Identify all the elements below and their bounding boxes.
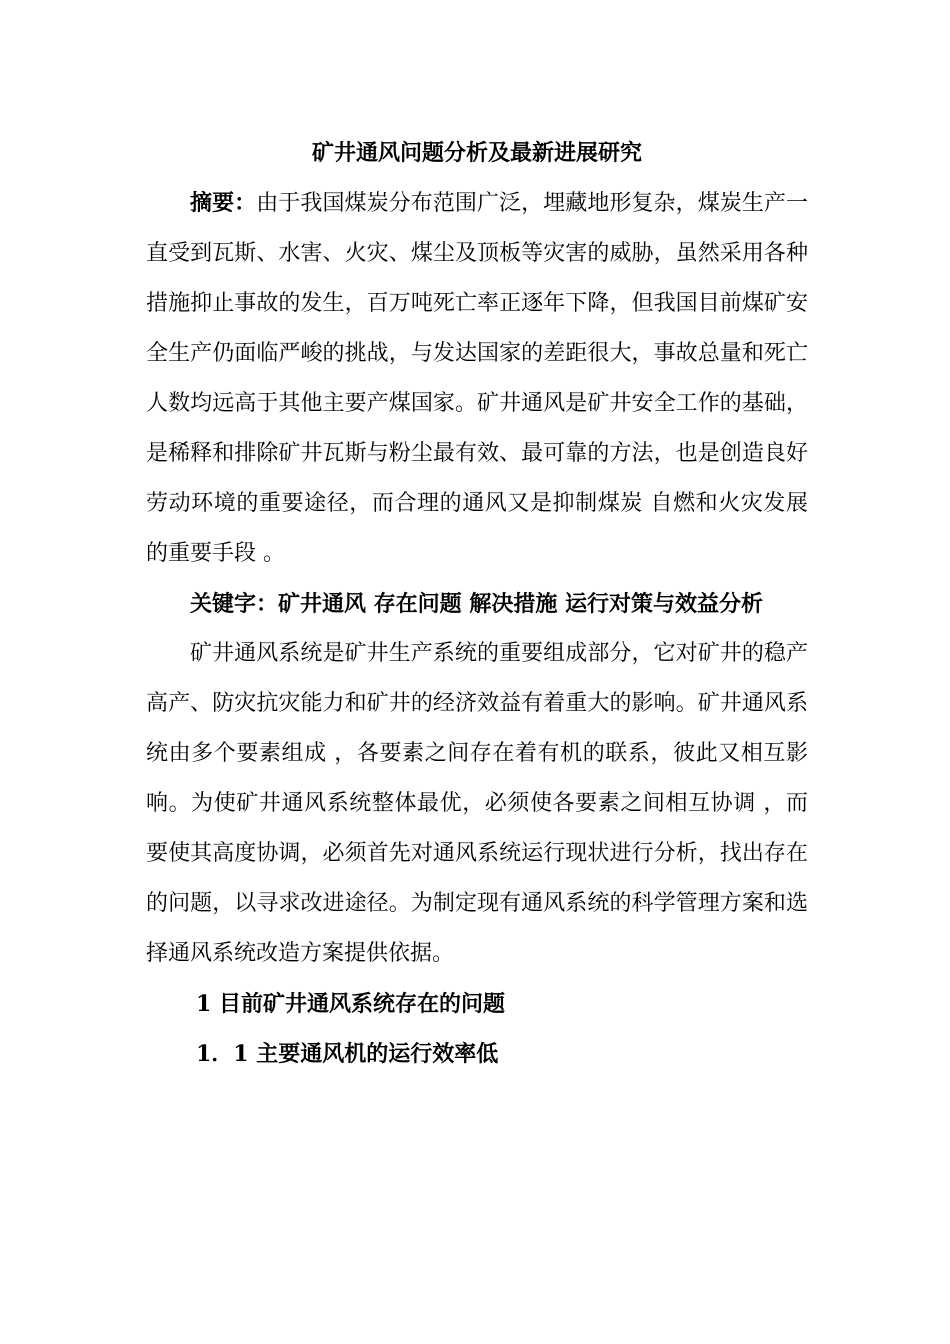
- document-title: 矿井通风问题分析及最新进展研究: [311, 140, 642, 166]
- section-heading-1: 1 目前矿井通风系统存在的问题: [196, 991, 505, 1017]
- abstract-label: 摘要：: [190, 190, 257, 216]
- keywords-line: 关键字：矿井通风 存在问题 解决措施 运行对策与效益分析: [190, 591, 763, 617]
- abstract-paragraph: [146, 178, 808, 579]
- document-page: [146, 128, 808, 1079]
- abstract-text: 由于我国煤炭分布范围广泛，埋藏地形复杂，煤炭生产一直受到瓦斯、水害、火灾、煤尘及顶板等灾害的威胁，虽然采用各种措施抑止事故的发生，百万吨死亡率正逐年下降，但我国目前煤矿安全生产仍面临严峻的挑战，与发达国家的差距很大，事故总量和死亡人数均远高于其他主要产煤国家。矿井通风是矿井安全工作的基础，是稀释和排除矿井瓦斯与粉尘最有效、最可靠的方法，也是创造良好劳动环境的重要途径，而合理的通风又是抑制煤炭 自燃和火灾发展的重要手段 。: [146, 191, 808, 566]
- body-paragraph: 矿井通风系统是矿井生产系统的重要组成部分，它对矿井的稳产高产、防灾抗灾能力和矿井的经济效益有着重大的影响。矿井通风系统由多个要素组成 ，各要素之间存在着有机的联系，彼此又相互影响。为使矿井通风系统整体最优，必须使各要素之间相互协调 ，而要使其高度协调，必须首先对通风系统运行现状进行分析，找出存在的问题，以寻求改进途径。为制定现有通风系统的科学管理方案和选择通风系统改造方案提供依据。: [146, 641, 808, 966]
- section-heading-1-1: 1．1 主要通风机的运行效率低: [196, 1041, 499, 1067]
